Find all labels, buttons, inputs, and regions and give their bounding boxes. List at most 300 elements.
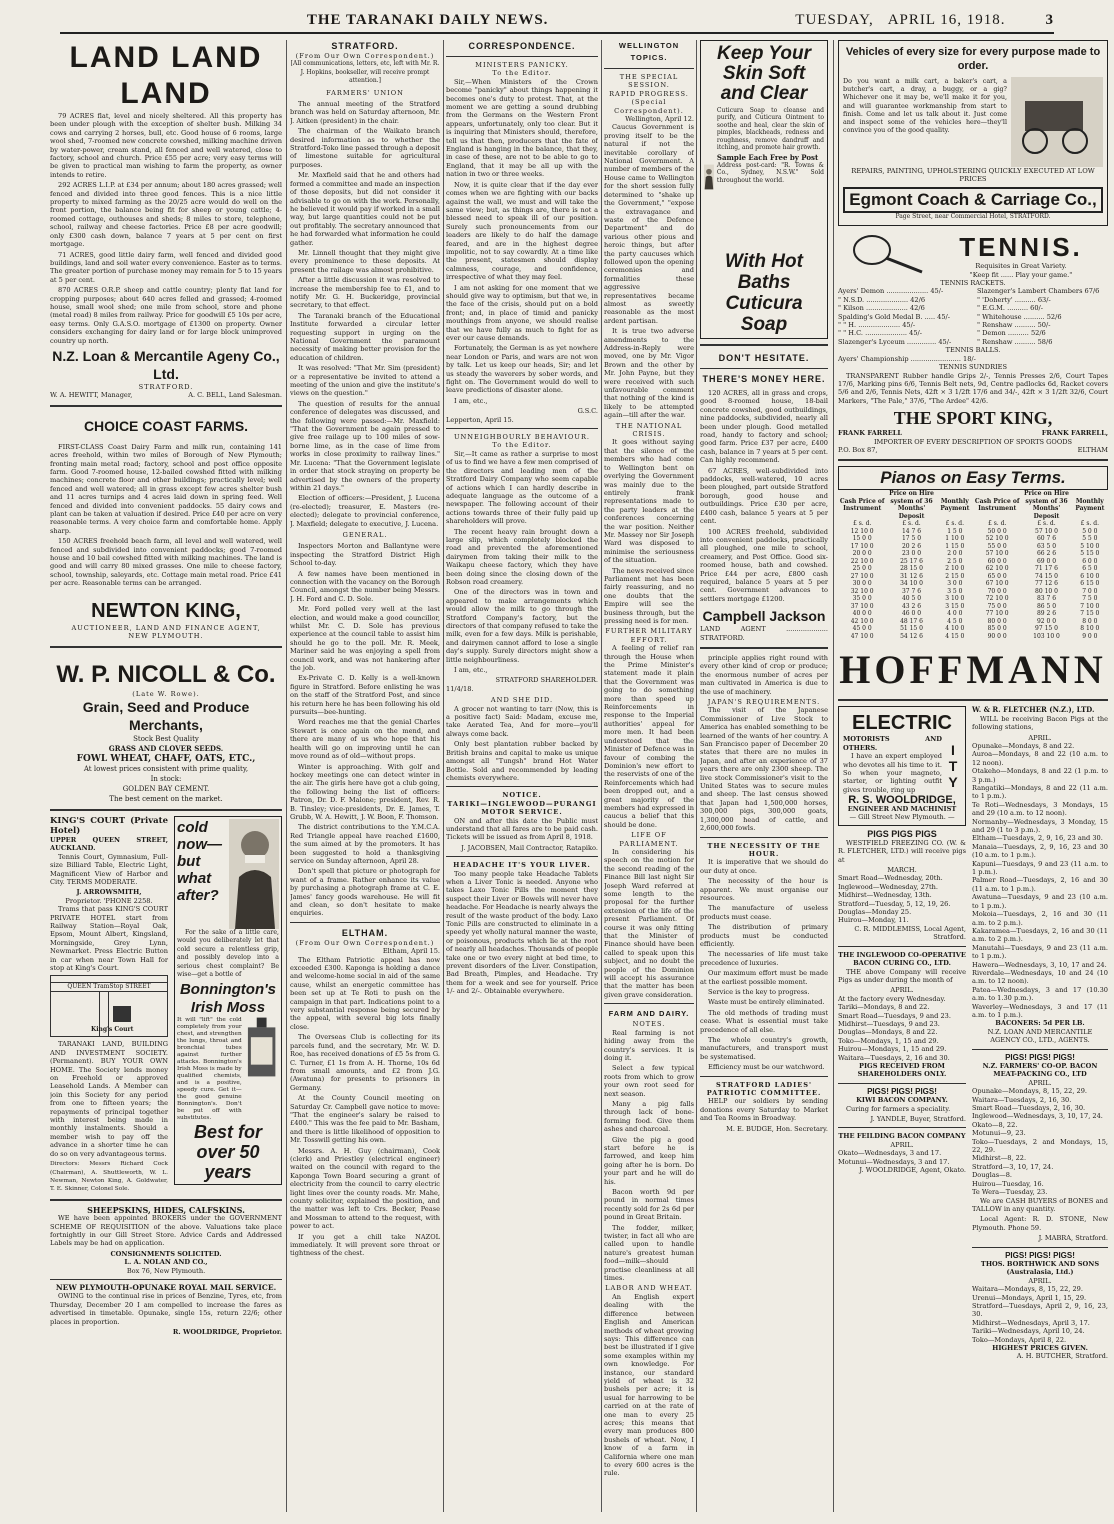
letter-paragraph: I am not asking for one moment that we should give way to optimism, but that we, in the face of the crisis, should put on a bold front; and, in place of timid and panicky mouthings from anyone, we should realise that we have fully as much to fight for as ever our cause demands. <box>446 283 598 342</box>
cuticura-baths: With Hot Baths Cuticura Soap <box>725 251 803 335</box>
article-paragraph: The district contributions to the Y.M.C.A. Red Triangle appeal have reached £1600, the sum aimed at by the promoters. It has been suggested to hold a thanksgiving service on Sunday afternoon, April 28. <box>290 823 440 865</box>
pianos-cell: 20 2 6 <box>901 542 922 550</box>
pianos-cell: 69 0 0 <box>1036 557 1057 565</box>
electric-role: ENGINEER AND MACHINIST <box>847 804 957 813</box>
behaviour-sign: STRATFORD SHAREHOLDER. <box>495 676 598 685</box>
farmers-item: Opunake—Mondays, 8, 15, 22, 29. <box>972 1087 1088 1096</box>
electric-address: — Gill Street New Plymouth. — <box>849 813 955 821</box>
divider <box>50 405 282 407</box>
fletcher-item: Patea—Wednesdays, 3 and 17 (10.30 a.m. to 1.30 p.m.). <box>972 985 1108 1003</box>
hides-firm: L. A. NOLAN AND CO., <box>124 1258 208 1267</box>
fletcher-agents: N.Z. LOAN AND MERCANTILE AGENCY CO., LTD., AGENTS. <box>987 1027 1093 1045</box>
pianos-cell: 28 15 0 <box>900 565 923 573</box>
inglewood-item: Huirou—Mondays, 1, 15 and 29. <box>838 1045 947 1054</box>
pianos-cell: 47 10 0 <box>850 632 874 640</box>
pianos-row <box>838 595 1108 603</box>
farmers-sign: J. MABRA, Stratford. <box>1038 1234 1108 1243</box>
pianos-cell: 8 10 0 <box>1080 625 1100 633</box>
kings-court-trams: Trams that pass KING'S COURT PRIVATE HOTEL start from Railway Station—Royal Oak, Epsom, Mount Albert, Kingsland, Morningside, Grey Lynn, Newmarket. Press Electric Button in car when near Town Hall for stop at King's Court. <box>50 905 168 972</box>
eltham-dateline: Eltham, April 15. <box>382 947 440 956</box>
sportking-foot <box>838 446 1108 454</box>
pianos-body <box>838 520 1108 640</box>
wellington-heading: WELLINGTON TOPICS. <box>618 41 680 62</box>
westfield-item: Midhirst—Wednesday, 13th. <box>838 891 932 900</box>
divider <box>50 646 282 648</box>
racket-item: " Renshaw .......... 58/6 <box>977 337 1053 346</box>
letter-paragraph: The recent heavy rain brought down a large slip, which completely blocked the road and prevented the aforementioned dairymen from taking their milk to the Waikapu cheese factory, which they have been doing since the closing down of the Robson road creamery. <box>446 527 598 586</box>
coast-heading: CHOICE COAST FARMS. <box>83 417 249 434</box>
kings-court-street: UPPER QUEEN STREET, AUCKLAND. <box>50 835 168 853</box>
nicoll-line: GRASS AND CLOVER SEEDS. <box>108 743 224 753</box>
westfield-item: Douglas—Monday 25. <box>838 908 912 917</box>
nicoll-late: (Late W. Rowe). <box>132 689 200 698</box>
nicoll-line: FOWL WHEAT, CHAFF, OATS, ETC., <box>76 753 256 764</box>
land-ads <box>50 112 282 345</box>
pianos-row <box>838 610 1108 618</box>
inglewood-text: THE above Company will receive Pigs as under during the month of <box>838 967 966 984</box>
farmers-cash: We are CASH BUYERS of BONES and TALLOW in any quantity. <box>972 1196 1108 1213</box>
pianos-cell: 7 0 0 <box>1082 587 1098 595</box>
pianos-cell: 31 12 6 <box>900 572 923 580</box>
moss-brand: Bonnington's Irish Moss <box>179 981 277 1017</box>
newton-sub: AUCTIONEER, LAND AND FINANCE AGENT, <box>71 623 261 632</box>
sportking-left: FRANK FARRELL <box>838 429 902 438</box>
cold-heading: cold now—but what after? <box>177 818 222 904</box>
article-paragraph: Messrs. A. H. Guy (chairman), Cook (clerk) and Priestley (electrical engineer) waited on the council with regard to the Kaponga Town Board securing a grant of electricity from the council to carry electric light lines over the county roads. Mr. Mahe, county solicitor, explained the position, and the matter was left to Crs. Becker, Pease and Mossman to attend to the request, with power to act. <box>290 1146 440 1231</box>
pianos-cell: 66 2 6 <box>1036 550 1057 558</box>
tariki-sign: J. JACOBSEN, Mail Contractor, Ratapiko. <box>461 843 598 852</box>
pianos-cell: 5 0 0 <box>1082 527 1098 535</box>
racket-item: Slazenger's Lambert Chambers 67/6 <box>977 287 1100 296</box>
pianos-cell: 4 0 0 <box>947 610 963 618</box>
pianos-cell: 27 10 0 <box>850 572 874 580</box>
kiwi-sign: J. YANDLE, Buyer, Stratford. <box>870 1115 966 1123</box>
article-paragraph: Caucus Government is proving itself to be the natural if not the inevitable corollary of National Government. A number of members of the House came to Wellington for the short session fully determined to "shake up the Government," "expose the extravagance and waste of the Defence Department" and do various other pious and heroic things, but after the party caucuses which followed upon the opening ceremonies and formalities these aggressive representatives became almost as sweetly reasonable as the most ardent partisan. <box>604 123 694 325</box>
pianos-cell: 40 5 0 <box>901 595 922 603</box>
cuticura-ad <box>700 40 828 339</box>
article-paragraph: A feeling of relief ran through the House when the Prime Minister's statement made it plain that the Government was going to do something more than speed up Reinforcements in response to the Imperial authorities' appeal for more men. It had been understood that the Minister of Defence was in favour of combing the Dominion's new effort to the reservists of one of the Reinforcements which had been dropped out, and a great majority of the members had expressed in caucus a belief that this should be done. <box>604 644 694 829</box>
fletcher-item: Normanby—Wednesdays, 3 Monday, 15 and 29 (1 to 3 p.m.). <box>972 817 1108 835</box>
agency-manager: W. A. HEWITT, Manager, <box>50 391 133 400</box>
pianos-cell: 8 0 0 <box>1082 617 1098 625</box>
electric-ad <box>838 706 966 826</box>
pianos-cell: 15 0 0 <box>852 535 872 543</box>
coast-text-2: 150 ACRES freehold beach farm, all level and well watered, well fenced and subdivided into convenient paddocks; good 7-roomed house and 10 bail cowshed fitted with milking machines. The land is good and will carry 80 mixed grasses. One mile to cheese factory, school, township, saleyards, etc. Cottage main metal road. Price £41 per acre. Reasonable terms can be arranged. <box>50 537 282 588</box>
divider <box>50 1279 282 1280</box>
racket-item: " Kilson .................... 42/6 <box>838 304 925 313</box>
borthwick-item: Tariki—Wednesdays, April 10, 24. <box>972 1327 1085 1336</box>
pianos-cell: 34 10 0 <box>900 580 923 588</box>
moss-text: It will "lift" the cold completely from your chest, and strengthen the lungs, throat and bronchial tubes against further attacks. Bonnington's Irish Moss is made by qualified chemists, and is a positive, speedy cure. Get it—the good genuine Bonnington's. Don't be put off with substitutes. <box>177 1017 242 1122</box>
map-building <box>113 1006 131 1022</box>
pianos-cell: 71 17 6 <box>1035 565 1058 573</box>
kings-court-name: KING'S COURT (Private Hotel) <box>50 815 168 836</box>
cuticura-text: Cuticura Soap to cleanse and purify, and Cuticura Ointment to soothe and heal, clear the skin of pimples, blackheads, redness and roughness, remove dandruff and itching, and promote hair growth. <box>716 107 824 152</box>
pianos-cell: 77 10 0 <box>985 610 1009 618</box>
col1-lower-left <box>50 816 168 1194</box>
pianos-cell: 74 15 0 <box>1035 572 1058 580</box>
pianos-col: Price on Hire system of 36 Months' Deposit <box>889 490 934 520</box>
racket-item: " " H. .................... 45/- <box>838 321 916 330</box>
pianos-cell: 25 0 0 <box>852 565 872 573</box>
necessity-line: The necessaries of life must take precedence of luxuries. <box>700 950 828 967</box>
letter-paragraph: Sir,—When Ministers of the Crown become "panicky" about things happening it becomes one's duty to protest. That, at the moment we are getting a sound drubbing from the Germans on the Western Front appears, unfortunately, only too clear. But it is inquiring that Ministers should, therefore, tell us that then, producers that the fate of England is hanging in the balance, that they, in case of these, are not to be able to go to England, that it may be all up with the nation in two or three weeks. <box>446 77 598 179</box>
money-heading: THERE'S MONEY HERE. <box>702 374 826 384</box>
pianos-cell: 54 12 6 <box>900 632 923 640</box>
article-paragraph: A few names have been mentioned in connection with the vacancy on the Borough Council, amongst the number being Messrs. J. H. Ford and C. D. Sole. <box>290 569 440 603</box>
pianos-cell: 3 10 0 <box>945 595 965 603</box>
pianos-col: Price on Hire system of 36 Months' Deposit <box>1024 490 1069 520</box>
anddid-text: A grocer not wanting to tarr (Now, this is a positive fact) Said: Madam, excuse me, take Aerated Tea, And for more—you'll always come back. <box>446 704 598 738</box>
pianos-cell: 6 5 0 <box>1082 565 1098 573</box>
racket-item: Ayers' Demon .................... 45/- <box>838 287 944 296</box>
masthead-day: TUESDAY, <box>795 11 874 28</box>
article-paragraph: The Overseas Club is collecting for its parcels fund, and the secretary, Mr. W. D. Roe, has received donations of £5 5s from G. C. Turner, £1 1s from A. H. Thorne, 10s 6d from small amounts, and £2 from J.G. (Awatuna) for presents to prisoners in Germany. <box>290 1033 440 1092</box>
pianos-cell: 7 10 0 <box>1080 602 1100 610</box>
column-2 <box>290 40 440 1510</box>
coast-text: FIRST-CLASS Coast Dairy Farm and milk run, containing 141 acres freehold, within two miles of Borough of New Plymouth; fronting main metal road; factory, school and post office opposite farm. Good 7-roomed house, 12-bailed cowshed fitted with milking machines; concrete floor and other buildings; practically level; well fenced and well watered; all in grass except few acres shelter bush and 11 acres turnips and 4 acres laid down in spring feed. Well fenced and divided into convenient paddocks. 55 dairy cows and plant can be taken at valuation if desired. Price £40 per acre on very reasonable terms. A very choice farm and comfortable home. Apply sharp. <box>50 442 282 535</box>
westfield-item: Huirou—Monday, 11. <box>838 916 909 925</box>
divider <box>972 1247 1108 1248</box>
agency-salesman: A. C. BELL, Land Salesman. <box>188 391 282 400</box>
cuticura-sample: Sample Each Free by Post <box>716 153 819 163</box>
divider <box>700 368 828 369</box>
fletcher-item: Awatuna—Tuesdays, 9 and 23 (10 a.m. to 1 p.m.). <box>972 893 1108 910</box>
correspondence-heading: CORRESPONDENCE. <box>468 41 576 51</box>
pianos-cell: 6 10 0 <box>1080 572 1100 580</box>
inglewood-item: Tariki—Mondays, 8 and 22. <box>838 1003 930 1012</box>
racket-item: Slazenger's Lyceum .............. 45/- <box>838 337 952 346</box>
article-paragraph: At the County Council meeting on Saturday Cr. Campbell gave notice to move: "That the engineer's salary be raised to £400." This was the fee paid to Mr. Basham, and there is little likelihood of opposition to Mr. Tosswill getting his own. <box>290 1094 440 1145</box>
divider <box>446 856 598 857</box>
necessity-line: Our maximum effort must be made at the earliest possible moment. <box>700 969 828 986</box>
tennis-titles <box>934 232 1108 279</box>
man-illustration <box>229 819 279 929</box>
pianos-cell: 42 10 0 <box>850 617 874 625</box>
fletcher-item: Palmer Road—Tuesdays, 2, 16 and 30 (11 a.m. to 1 p.m.). <box>972 876 1108 893</box>
japanese-heading: JAPAN'S REQUIREMENTS. <box>707 698 821 706</box>
divider <box>700 344 828 346</box>
fletcher-item: Kakaramea—Tuesdays, 2, 16 and 30 (11 a.m. to 2 p.m.). <box>972 926 1108 944</box>
pianos-cell: 17 10 0 <box>850 542 874 550</box>
land-ad: 292 ACRES L.I.P. at £34 per annum; about 180 acres grassed; well fenced and divided into three good fences. This is a nice little property to mixed farming as the 20/25 acre would do well on the front portion, the balance being fit for sheep or young cattle; 4-roomed cottage, outhouses and sheds; 8 miles to store, telephone, school, railway and cheese factories. Price £8 per acre goodwill; only £300 cash down, balance 7 years at 5 per cent on first mortgage. <box>50 181 282 249</box>
nicoll-line: At lowest prices consistent with prime quality, <box>83 764 249 773</box>
pianos-cell: 103 10 0 <box>1033 632 1060 640</box>
article-paragraph: The Taranaki branch of the Educational Institute forwarded a circular letter requesting support in urging on the National Government the paramount necessity of making better provision for the education of children. <box>290 311 440 362</box>
cold-caption: For the sake of a little care, would you deliberately let that cold secure a relentless grip, and possibly develop into a serious chest complaint? Be wise—get a bottle of <box>177 928 279 978</box>
nicoll-line: The best cement on the market. <box>109 794 223 803</box>
divider <box>446 428 598 429</box>
sportking-names <box>838 429 1108 437</box>
inglewood-received: PIGS RECEIVED FROM SHAREHOLDERS ONLY. <box>857 1061 947 1079</box>
divider <box>446 786 598 787</box>
general-heading: GENERAL. <box>342 530 388 539</box>
col6-lower-left <box>838 706 966 1360</box>
panicky-heading: MINISTERS PANICKY. <box>475 61 569 69</box>
borthwick-item: Waitara—Mondays, 8, 15, 22, 29. <box>972 1285 1083 1294</box>
hides-box: Box 76, New Plymouth. <box>126 1266 206 1275</box>
pianos-cell: 17 5 0 <box>901 535 922 543</box>
farmers-item: Te Wera—Tuesday, 23. <box>972 1188 1048 1197</box>
map-court-label: King's Court <box>91 1026 134 1033</box>
borthwick-item: Urenui—Mondays, April 1, 15, 29. <box>972 1293 1087 1302</box>
land-ad: 71 ACRES, good little dairy farm, well fenced and divided good buildings, land and soil water every convenience. Easter as to terms. The greater portion of purchase money may remain for 5 to 15 years at 5 per cent. <box>50 250 282 284</box>
sportking-box: P.O. Box 87, <box>838 445 878 454</box>
balls-heading: TENNIS BALLS. <box>945 346 1001 355</box>
military-heading: FURTHER MILITARY EFFORT. <box>605 627 693 644</box>
pianos-cell: 3 0 0 <box>947 580 963 588</box>
pianos-row <box>838 588 1108 596</box>
article-paragraph: Winter is approaching. With golf and hockey meetings one can detect winter in the air. The girls here have got a club going, the following being the list of officers: Patron, Dr. D. F. Malone; president, Rev. R. B. Tinsley; vice-presidents, Dr. E. James, T. Grubb, W. A. Hewitt, J. W. Boon, F. Thomson. <box>290 762 440 821</box>
mail-text: OWING to the continual rise in prices of Benzine, Tyres, etc, from Thursday, December 20 I am compelled to increase the fares as advertised in timetable. Opunake, single 15s, return 22/6; other places in proportion. <box>50 1292 282 1326</box>
pianos-cell: 83 7 6 <box>1036 595 1057 603</box>
electric-body <box>843 735 961 796</box>
pianos-cell: 2 0 0 <box>947 550 963 558</box>
divider <box>700 837 828 838</box>
article-paragraph: The visit of the Japanese Commissioner of Live Stock to America has enabled something to be learned of the wants of her country. A San Francisco paper of December 20 states that there are no mules in Japan, and after an experience of 37 years there are only 2300 sheep. The live stock Commissioner's visit to the United States was to secure mules and sheep. The last census showed that Japan had 1,500,000 horses, 300,000 pigs, 300,000 goats, 1,300,000 head of cattle, and 2,600,000 fowls. <box>700 706 828 833</box>
pianos-row <box>838 580 1108 588</box>
page-number: 3 <box>1045 11 1054 28</box>
pianos-row <box>838 618 1108 626</box>
column-6 <box>838 40 1108 1510</box>
mail-proprietor: R. WOOLDRIDGE, Proprietor. <box>172 1328 282 1336</box>
divider <box>604 1003 694 1004</box>
balls-line: Ayers' Championship ........................ 18/- <box>838 354 976 363</box>
pianos-cell: 23 0 0 <box>901 550 922 558</box>
article-paragraph: It goes without saying that the silence of the members who had come to Wellington bent on overlying the Government was mainly due to the entirely frank representations made to the party leaders at the conferences concerning the war position. Neither Mr. Massey nor Sir Joseph Ward was disposed to minimise the seriousness of the situation. <box>604 438 694 565</box>
tariki-heading: TARIKI—INGLEWOOD—PURANGI MOTOR SERVICE. <box>447 799 597 817</box>
ladies-heading: STRATFORD LADIES' PATRIOTIC COMMITTEE. <box>706 1080 822 1098</box>
divider <box>604 68 694 69</box>
agency-name: N.Z. Loan & Mercantile Ageny Co., Ltd. <box>52 347 280 382</box>
racket-item: " " H.C. .................... 45/- <box>838 329 922 338</box>
column-rule <box>696 40 697 1512</box>
column-rule <box>833 40 834 1512</box>
article-paragraph: The Eltham Patriotic appeal has now exceeded £300. Kaponga is holding a dance and welcome-home social in aid of the same cause, whilst an energetic committee has been set up at Te Roti to push on the campaign in that part. Indications point to a very substantial response being secured by the appeal, with several big lots finally close. <box>290 955 440 1031</box>
racket-item: Spalding's Gold Medal B. ..... 45/- <box>838 312 950 321</box>
borthwick-pigs: PIGS! PIGS! PIGS! <box>1005 1250 1075 1260</box>
coach-name: Egmont Coach & Carriage Co., <box>843 187 1103 213</box>
pianos-cell: 52 10 0 <box>985 535 1009 543</box>
column-1 <box>50 40 282 1510</box>
nicoll-lines <box>50 734 282 804</box>
map-street-label: QUEEN TramStop STREET <box>51 982 167 992</box>
pianos-table <box>838 490 1108 640</box>
borthwick-item: Stratford—Tuesdays, April 2, 9, 16, 23, 30. <box>972 1301 1108 1319</box>
wheat-heading: LABOR AND WHEAT. <box>605 1284 693 1293</box>
borthwick-month: APRIL. <box>1028 1276 1052 1285</box>
nicoll-heading: Grain, Seed and Produce Merchants, <box>82 698 250 733</box>
fletcher-item: Manutahi—Tuesdays, 9 and 23 (11 a.m. to 1 p.m.). <box>972 943 1108 961</box>
note-paragraph: The fodder, milker, twister, in fact all who are called upon to handle nature's greatest human food—milk—should practise cleanliness at all times. <box>604 1223 694 1283</box>
pianos-cell: 25 17 6 <box>900 557 923 565</box>
necessity-line: The distribution of primary products must be conducted efficiently. <box>700 923 828 948</box>
anddid-text-2: Only best plantation rubber backed by British brains and capital to make us unique amongst all "Tungsh" brand Hot Water Bottle. Sold and recommended by leading chemists everywhere. <box>446 740 598 782</box>
note-paragraph: Select a few typical roots from which to grow your own root seed for next season. <box>604 1064 694 1098</box>
fletcher-item: Te Roti—Wednesdays, 3 Mondays, 15 and 29 (10 a.m. to 12 noon). <box>972 800 1108 818</box>
inglewood-heading: THE INGLEWOOD CO-OPERATIVE BACON CURING CO., LTD. <box>838 950 966 968</box>
pianos-cell: 46 0 0 <box>901 610 922 618</box>
coach-top: Vehicles of every size for every purpose made to order. <box>845 46 1101 72</box>
kiwi-heading: KIWI BACON COMPANY. <box>856 1096 948 1105</box>
pianos-cell: 80 10 0 <box>1035 587 1058 595</box>
progress-sub: (Special Correspondent). <box>614 98 684 115</box>
tariki-text: ON and after this date the Public must understand that all fares are to be paid cash. Tickets will be issued as from April 8, 1918. <box>446 816 598 842</box>
pianos-cell: 80 0 0 <box>987 617 1007 625</box>
pianos-cell: 60 7 6 <box>1036 535 1057 543</box>
pianos-row <box>838 528 1108 536</box>
pianos-cell: 92 0 0 <box>1036 617 1057 625</box>
electric-head <box>843 711 961 735</box>
pianos-cell: 1 15 0 <box>945 542 965 550</box>
borthwick-item: Toko—Mondays, April 8, 22. <box>972 1335 1067 1344</box>
necessity-heading: THE NECESSITY OF THE HOUR. <box>707 841 821 858</box>
campbell-name: Campbell Jackson <box>702 608 826 625</box>
fletcher-month: APRIL. <box>1028 733 1052 742</box>
moss-body <box>177 1017 279 1122</box>
letter-paragraph: I am, etc., <box>454 396 488 405</box>
article-paragraph: Mr. Linnell thought that they might give every prominence to these deposits. At present the railage was almost prohibitive. <box>290 248 440 274</box>
farmers-item: Huirou—Tuesday, 16. <box>972 1179 1044 1188</box>
pianos-cell: 35 0 0 <box>852 595 872 603</box>
farmers-month: APRIL. <box>1028 1078 1052 1087</box>
letter-paragraph: One of the directors was in town and appeared to make arrangements which would allow the milk to go through the Stratford Company's factory, but the directors of that company refused to take the milk, even for a few days. Milk is perishable, and dairymen cannot afford to lose a single day's supply. Surely directors might show a little neighbourliness. <box>446 588 598 664</box>
inglewood-item: At the factory every Wednesday. <box>838 994 946 1003</box>
fletcher-item: Riverdale—Wednesdays, 10 and 24 (10 a.m. to 12 noon). <box>972 968 1108 986</box>
kings-court-text: Tennis Court, Gymnasium, Full-size Billiard Table, Electric Light, Magnificent View of Harbor and City. TERMS MODERATE. <box>50 852 168 886</box>
divider <box>50 1199 282 1201</box>
hides-heading: SHEEPSKINS, HIDES, CALFSKINS. <box>87 1204 245 1215</box>
sundries-heading: TENNIS SUNDRIES <box>939 363 1007 372</box>
pianos-cell: 63 5 0 <box>1036 542 1057 550</box>
cuticura-address: Address post-card: "R. Towns & Co., Sydney, N.S.W." Sold throughout the world. <box>716 161 824 184</box>
cuticura-right <box>717 107 824 247</box>
ladies-sign: M. E. BUDGE, Hon. Secretary. <box>726 1124 828 1133</box>
pianos-cell: 70 0 0 <box>987 587 1007 595</box>
tennis-header <box>838 232 1108 279</box>
pianos-cell: 55 0 0 <box>987 542 1007 550</box>
hides-consign: CONSIGNMENTS SOLICITED. <box>110 1249 222 1258</box>
fletcher-item: Kapuni—Tuesdays, 9 and 23 (11 a.m. to 1 p.m.). <box>972 859 1108 877</box>
stratford-note: [All communications, letters, etc, left with Mr. R. J. Hopkins, bookseller, will receive prompt attention.] <box>290 60 440 85</box>
letter-paragraph: Fortunately, the German is as yet nowhere near London or Paris, and wars are not won by talk. Let us keep our heads, Sir; and let us steady the waverers by sober words, and fight on. The Government would do well to leave predictions of disaster alone. <box>446 344 598 395</box>
westfield-text: WESTFIELD FREEZING CO. (W. & R. FLETCHER, LTD.) will receive pigs at <box>838 838 966 864</box>
pianos-cell: £ s. d. <box>1037 520 1056 528</box>
farmers-item: Inglewood—Wednesdays, 3, 10, 17, 24. <box>972 1112 1103 1121</box>
pianos-cell: 3 15 0 <box>945 602 965 610</box>
electric-left <box>843 735 942 796</box>
electric-heading: ELECTRIC <box>852 712 952 735</box>
pianos-cell: 32 10 0 <box>850 587 874 595</box>
fletcher-item: Auroa—Mondays, 8 and 22 (10 a.m. to 12 noon). <box>972 750 1108 767</box>
divider <box>290 922 440 923</box>
rackets-heading: TENNIS RACKETS. <box>940 279 1006 288</box>
farmers-item: Douglas—8. <box>972 1171 1013 1180</box>
article-paragraph: It was resolved: "That Mr. Sim (president) or a representative be invited to attend a meeting of the union and give the institute's views on the question." <box>290 364 440 398</box>
coach-text: Do you want a milk cart, a baker's cart, a butcher's cart, a dray, a buggy, or a gig? Whichever one it may be, we'll make it for you, and will guarantee workmanship from start to finish. Come and let us talk about it. Just come and inspect some of the vehicles here—they'll convince you of the good quality. <box>843 77 1007 135</box>
necessity-line: Service is the key to progress. <box>708 988 810 996</box>
westfield-item: Inglewood—Wednesday, 27th. <box>838 882 938 891</box>
pianos-row <box>838 535 1108 543</box>
pianos-row <box>838 625 1108 633</box>
land-ad: 79 ACRES flat, level and nicely sheltered. All this property has been under plough with the exception of shelter bush. Milking 34 cows and carrying 2 horses, bull, etc. Good house of 6 rooms, large wool shed, 7-roomed new concrete cowshed, milking machine driven by water-power, cream stand, all fenced and well watered, close to factory, school and church. Price £55 per acre; very easy terms will be given to practical man wishing to farm the property, as owner intends to retire. <box>50 112 282 179</box>
hoffmann-logo: HOFFMANN <box>839 647 1107 693</box>
fletcher-bacon: BACONERS: 5d PER LB. <box>995 1019 1085 1028</box>
farmers-list <box>972 1087 1108 1196</box>
pianos-cell: 67 10 0 <box>985 580 1009 588</box>
cold-ad-top <box>177 819 279 929</box>
ladies-text: HELP our soldiers by sending donations every Saturday to Market and Tea Rooms in Broadway. <box>700 1097 828 1123</box>
building-text: TARANAKI LAND, BUILDING AND INVESTMENT SOCIETY. (Permanent). BUY YOUR OWN HOME. The Society lends money on Freehold or approved Leasehold Lands. A Member can join this Society for any period from one to fifteen years; the repayments of principal together with interest being made in monthly instalments. Should a member wish to pay off the advance in a shorter time he can do so on very advantageous terms. <box>50 1040 168 1158</box>
pianos-row <box>838 633 1108 641</box>
column-4 <box>604 40 694 1510</box>
necessity-line: It is imperative that we should do our duty at once. <box>700 858 828 875</box>
pianos-cell: £ s. d. <box>852 520 872 528</box>
inglewood-month: APRIL. <box>890 986 914 995</box>
stratford-heading: STRATFORD. <box>331 41 399 51</box>
pianos-row <box>838 543 1108 551</box>
pianos-cell: 4 5 0 <box>947 617 963 625</box>
pianos-cell: £ s. d. <box>1080 520 1100 528</box>
pianos-row <box>838 573 1108 581</box>
fletcher-item: Otakeho—Mondays, 8 and 22 (1 p.m. to 3 p.m.) <box>972 767 1108 784</box>
necessity-line: The whole country's growth, manufacturers, and transport must be systematised. <box>700 1036 828 1061</box>
cuticura-body <box>704 107 824 247</box>
article-paragraph: In considering his speech on the motion for the second reading of the Finance Bill last night Sir Joseph Ward referred at some length to the proposal for the further extension of the life of the present Parliament. Of course it was only fitting that the Minister of Finance should have been called to speak upon this subject, and no doubt the people of the Dominion will accept his assurance that the matter has been given grave consideration. <box>604 847 694 999</box>
pianos-cell: 4 15 0 <box>945 632 965 640</box>
stratford-sub: (From Our Own Correspondent.) <box>295 52 435 60</box>
inglewood-item: Toko—Mondays, 1, 15 and 29. <box>838 1036 939 1045</box>
borthwick-prices: HIGHEST PRICES GIVEN. <box>992 1344 1088 1352</box>
coach-repairs: REPAIRS, PAINTING, UPHOLSTERING QUICKLY EXECUTED AT LOW PRICES <box>851 167 1095 184</box>
agency-town: STRATFORD. <box>138 382 194 391</box>
divider <box>972 1049 1108 1050</box>
carriage-icon <box>1011 77 1103 167</box>
article-paragraph: Don't spell that picture or photograph for want of a frame. Rather enhance its value by purchasing a photograph frame at C. E. James' fancy goods warehouse. He will fit and clean, so don't hesitate to make enquiries. <box>290 867 440 918</box>
tennis-racket-icon <box>838 232 928 276</box>
pianos-cell: 6 15 0 <box>1080 580 1100 588</box>
cold-ad <box>174 816 282 1185</box>
rackets-right <box>977 287 1108 346</box>
article-paragraph: Mr. Maxfield said that he and others had formed a committee and made an inspection of those deposits, but did not consider it advisable to go on with the work. Personally, he believed it would pay if worked in a small way, but large quantities could not be put out profitably. The secretary announced that he had forwarded what information he could gather. <box>290 171 440 247</box>
session-heading: THE SPECIAL SESSION. <box>619 73 679 90</box>
pianos-col: Monthly Payment <box>940 497 970 513</box>
pianos-col: Monthly Payment <box>1075 497 1105 513</box>
pianos-cell: 86 5 0 <box>1036 602 1057 610</box>
fletcher-list <box>972 742 1108 1019</box>
pianos-cell: 7 15 0 <box>1080 610 1100 618</box>
campbell-ad: 120 ACRES, all in grass and crops, good 8-roomed house, 18-bail concrete cowshed, good outbuildings, nine paddocks, subdivided, nearly all been under plough. Good metalled road, handy to factory and school; good farm. Price £37 per acre, £400 cash, balance in 7 years at 5 per cent. Can highly recommend. <box>700 389 828 465</box>
pianos-cell: 5 5 0 <box>1082 535 1098 543</box>
kings-court-phone: Proprietor. 'PHONE 2258. <box>65 896 153 905</box>
pianos-cell: £ s. d. <box>987 520 1007 528</box>
pianos-cell: 37 10 0 <box>850 602 874 610</box>
pianos-cell: 90 0 0 <box>987 632 1007 640</box>
farmers-item: Smart Road—Tuesdays, 2, 16, 30. <box>972 1104 1086 1113</box>
rackets-list <box>838 287 1108 346</box>
pianos-cell: 89 2 6 <box>1036 610 1057 618</box>
racket-item: " N.S.D. .................... 42/6 <box>838 295 926 304</box>
westfield-item: Smart Road—Wednesday, 20th. <box>838 874 943 883</box>
article-paragraph: An English expert dealing with the difference between English and American methods of wheat growing says: This difference can best be illustrated if I give some examples within my own knowledge. For instance, our standard yield of wheat is 32 bushels per acre; it is usual for harrowing to be carried on at the rate of one man to every 25 acres; this means that every man produces 800 bushels of wheat. Now, I know of a farm in California where one man to every 600 acres is the rule. <box>604 1292 694 1478</box>
campbell-ad: 100 ACRES freehold, subdivided into convenient paddocks, practically all ploughed, one mile to school, creamery, and Post Office. Good six-roomed house, bath and cowshed. Price £44 per acre, £800 cash required, balance 5 years at 5 per cent. Government advances to settlers mortgage £1200. <box>700 527 828 603</box>
column-rule <box>601 40 602 1512</box>
bottle-icon <box>244 1017 279 1077</box>
racket-item: " 'Doherty' .......... 63/- <box>977 295 1051 304</box>
article-paragraph: Ex-Private C. D. Kelly is a well-known figure in Stratford. Before enlisting he was on the staff of the Stratford Post, and since his return here he has been following his old pursuits—bee-hunting. <box>290 674 440 717</box>
sportking-heading: THE SPORT KING, <box>893 408 1053 429</box>
hesitate-heading: DON'T HESITATE. <box>718 353 810 363</box>
